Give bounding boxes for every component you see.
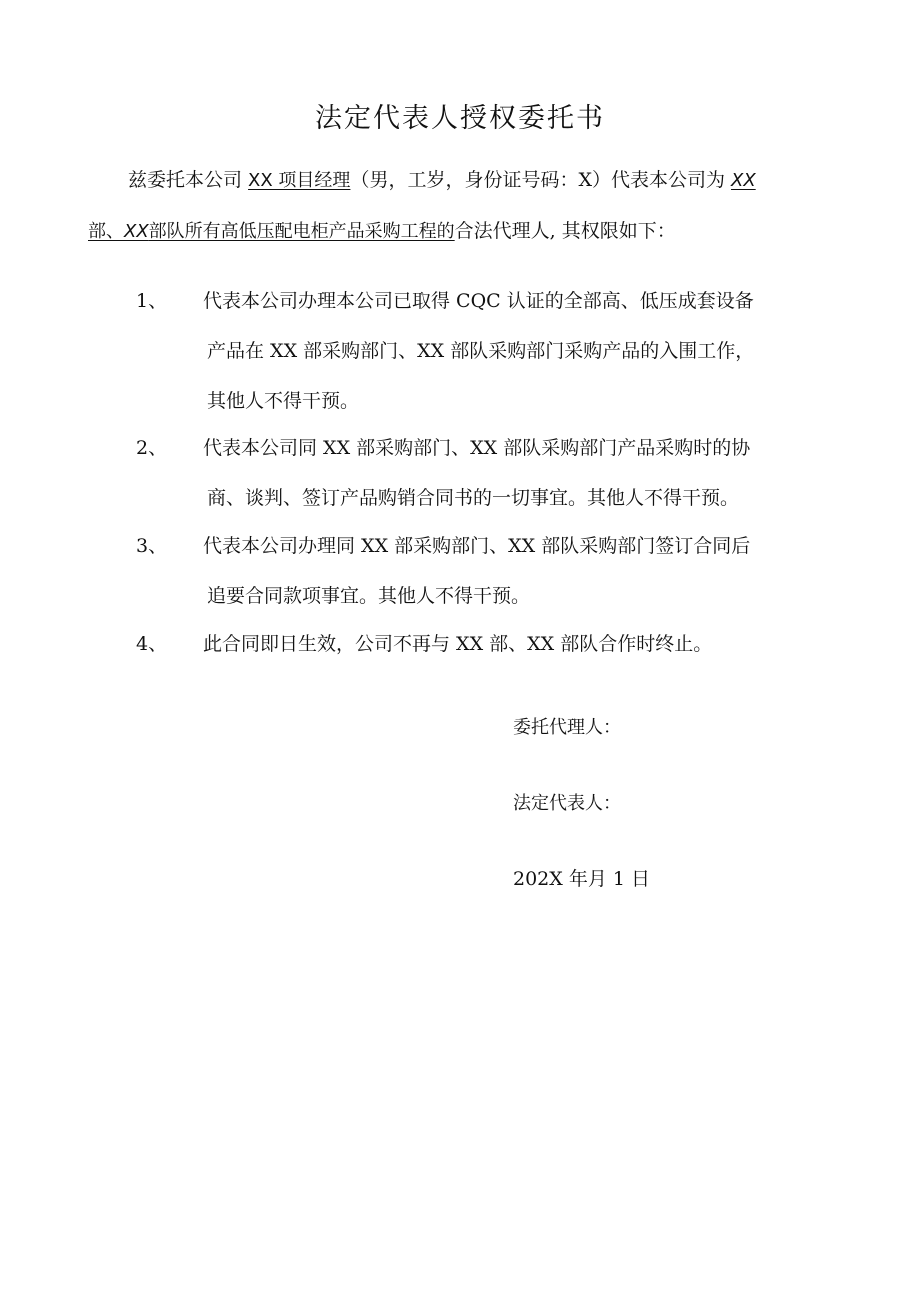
agent-signature-label: 委托代理人： bbox=[513, 717, 621, 738]
department-suffix: 部、 bbox=[88, 221, 124, 242]
item-text bbox=[203, 276, 839, 426]
intro-text-3: 合法代理人, 其权限如下： bbox=[454, 220, 676, 242]
department-code-b: XX bbox=[124, 221, 149, 242]
item-number: 4、 bbox=[136, 633, 168, 655]
signature-date: 202X 年月 1 日 bbox=[513, 868, 650, 890]
item-text bbox=[203, 521, 839, 621]
item-number: 3、 bbox=[136, 535, 168, 557]
item-line: 商、谈判、签订产品购销合同书的一切事宜。其他人不得干预。 bbox=[207, 487, 740, 509]
item-line: 此合同即日生效，公司不再与 XX 部、XX 部队合作时终止。 bbox=[203, 633, 713, 655]
item-text bbox=[203, 423, 839, 523]
intro-text-1: 兹委托本公司 bbox=[128, 169, 249, 191]
project-name: 部队所有高低压配电柜产品采购工程的 bbox=[148, 221, 455, 242]
item-line: 代表本公司办理本公司已取得 CQC 认证的全部高、低压成套设备 bbox=[203, 290, 754, 312]
intro-line-2 bbox=[88, 206, 834, 257]
item-line: 产品在 XX 部采购部门、XX 部队采购部门采购产品的入围工作， bbox=[207, 340, 755, 362]
intro-text-2: （男，工岁，身份证号码：X）代表本公司为 bbox=[350, 169, 732, 191]
department-code-a: XX bbox=[731, 170, 756, 191]
intro-paragraph bbox=[88, 155, 834, 257]
agent-name: XX 项目经理 bbox=[248, 170, 351, 191]
document-title: 法定代表人授权委托书 bbox=[315, 103, 605, 134]
item-number: 1、 bbox=[136, 290, 168, 312]
item-number: 2、 bbox=[136, 437, 168, 459]
item-line: 代表本公司办理同 XX 部采购部门、XX 部队采购部门签订合同后 bbox=[203, 535, 751, 557]
intro-line-1 bbox=[88, 155, 834, 206]
legal-representative-label: 法定代表人： bbox=[513, 793, 621, 814]
item-line: 其他人不得干预。 bbox=[207, 390, 360, 412]
item-line: 追要合同款项事宜。其他人不得干预。 bbox=[207, 585, 531, 607]
item-line: 代表本公司同 XX 部采购部门、XX 部队采购部门产品采购时的协 bbox=[203, 437, 751, 459]
item-text bbox=[203, 619, 839, 669]
